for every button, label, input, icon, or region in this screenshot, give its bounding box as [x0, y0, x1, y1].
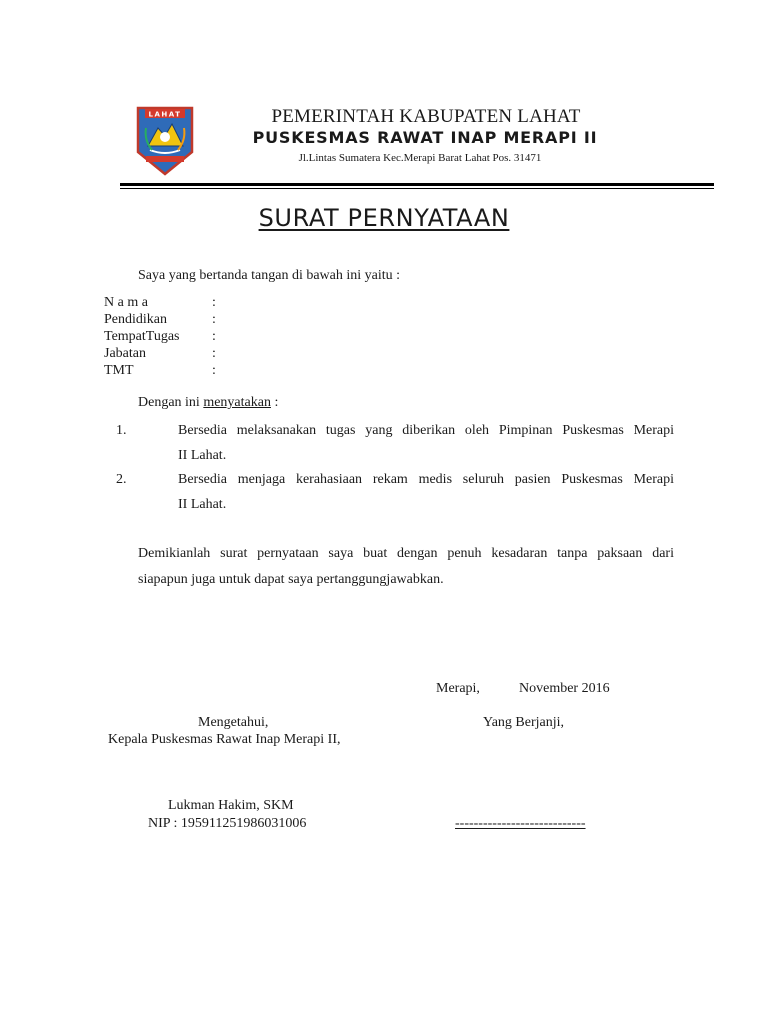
header-rule-thin — [120, 188, 714, 189]
header-address: Jl.Lintas Sumatera Kec.Merapi Barat Lahat Pos. 31471 — [298, 152, 542, 164]
item-2-line-1: Bersedia menjaga kerahasiaan rekam medis seluruh pasien Puskesmas Merapi — [178, 472, 674, 487]
item-number-2: 2. — [116, 472, 127, 487]
item-2-line-2: II Lahat. — [178, 497, 227, 512]
declaration-line: Dengan ini menyatakan : — [138, 395, 279, 410]
signature-line: ---------------------------- — [455, 816, 586, 831]
declaration-keyword: menyatakan — [203, 395, 271, 410]
item-number-1: 1. — [116, 423, 127, 438]
field-colon-nama: : — [212, 295, 216, 310]
head-name: Lukman Hakim, SKM — [168, 798, 294, 813]
closing-line-2: siapapun juga untuk dapat saya pertanggungjawabkan. — [138, 572, 444, 587]
place: Merapi, — [436, 681, 480, 696]
acknowledged-caption: Mengetahui, — [198, 715, 269, 730]
date: November 2016 — [519, 681, 610, 696]
field-label-tempat-tugas: TempatTugas — [104, 329, 180, 344]
header-rule-thick — [120, 183, 714, 186]
field-colon-tempat-tugas: : — [212, 329, 216, 344]
closing-line-1: Demikianlah surat pernyataan saya buat dengan penuh kesadaran tanpa paksaan dari — [138, 546, 674, 561]
field-label-pendidikan: Pendidikan — [104, 312, 167, 327]
header-clinic: PUSKESMAS RAWAT INAP MERAPI II — [252, 128, 598, 147]
head-nip: NIP : 195911251986031006 — [148, 816, 307, 831]
item-1-line-1: Bersedia melaksanakan tugas yang diberikan oleh Pimpinan Puskesmas Merapi — [178, 423, 674, 438]
lahat-regency-crest-logo — [136, 106, 194, 176]
header-government: PEMERINTAH KABUPATEN LAHAT — [271, 106, 581, 127]
field-colon-pendidikan: : — [212, 312, 216, 327]
field-label-jabatan: Jabatan — [104, 346, 146, 361]
head-role: Kepala Puskesmas Rawat Inap Merapi II, — [108, 732, 341, 747]
intro-text: Saya yang bertanda tangan di bawah ini yaitu : — [138, 268, 401, 283]
logo-text: LAHAT — [148, 110, 182, 119]
field-colon-tmt: : — [212, 363, 216, 378]
field-label-tmt: TMT — [104, 363, 134, 378]
item-1-line-2: II Lahat. — [178, 448, 227, 463]
field-colon-jabatan: : — [212, 346, 216, 361]
promisor-caption: Yang Berjanji, — [483, 715, 565, 730]
field-label-nama: N a m a — [104, 295, 148, 310]
document-title: SURAT PERNYATAAN — [258, 204, 510, 232]
